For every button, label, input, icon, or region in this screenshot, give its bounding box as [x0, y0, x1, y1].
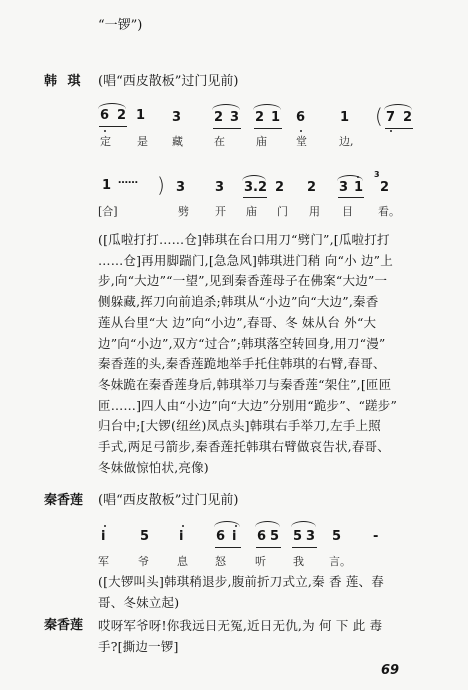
note: 3 — [230, 110, 240, 125]
text-line: 手?[撕边一锣] — [98, 638, 179, 654]
note-dots: …… — [118, 175, 138, 186]
text-line: 哎呀军爷呀!你我远日无冤,近日无仇,为 何 下 此 毒 — [98, 618, 383, 633]
lyric: 军 — [98, 555, 109, 568]
slur — [242, 175, 266, 181]
lyric: 开 — [215, 205, 226, 218]
lyric: 边, — [339, 135, 354, 148]
lyric: [合] — [98, 205, 118, 218]
lyric: 定 — [100, 135, 111, 148]
speaker-name: 韩 琪 — [44, 74, 84, 89]
low-dot — [390, 130, 392, 132]
lyric: 爷 — [138, 555, 149, 568]
note: 2 — [214, 110, 224, 125]
paren-open: ( — [375, 104, 383, 128]
text-line: 莲从台里“大 边”向“小边”,春哥、冬 妹从台 外“大 — [98, 314, 377, 330]
grace-note: 3 — [374, 170, 380, 179]
text-line: 秦香莲的头,秦香莲跪地举手托住韩琪的右臂,春哥、 — [98, 356, 386, 372]
high-dot — [357, 176, 359, 178]
continuation-line: “一锣”) — [98, 18, 143, 33]
note: 2 — [255, 110, 265, 125]
lyric: 是 — [137, 135, 148, 148]
high-dot — [104, 525, 106, 527]
lyric: 听 — [255, 555, 266, 568]
text-line: 匝……]四人由“小边”向“大边”分别用“跪步”、“蹉步” — [98, 397, 398, 413]
beam-line — [338, 197, 364, 198]
high-dot — [182, 525, 184, 527]
note: i — [232, 529, 237, 544]
lyric: 怒 — [215, 555, 226, 568]
note: 2 — [403, 110, 413, 125]
note: 2 — [275, 180, 285, 195]
note: 2 — [380, 180, 390, 195]
lyric: 目 — [342, 205, 353, 218]
note: 3.2 — [244, 180, 268, 195]
beam-line — [215, 547, 241, 548]
slur — [337, 175, 363, 181]
note: 6 — [100, 108, 110, 123]
beam-line — [243, 197, 267, 198]
note: 3 — [172, 110, 182, 125]
text-line: ([大锣叫头]韩琪稍退步,腹前折刀式立,秦 香 莲、春 — [98, 574, 384, 589]
lyric: 堂 — [296, 135, 307, 148]
lyric: 藏 — [172, 135, 183, 148]
paren-close: ) — [157, 173, 165, 197]
note: 6 — [257, 529, 267, 544]
beam-line — [213, 128, 241, 129]
beam-line — [385, 128, 413, 129]
lyric: 庙 — [256, 135, 267, 148]
note: 1 — [102, 178, 112, 193]
stage-direction-paragraph — [98, 572, 416, 613]
lyric: 用 — [309, 205, 320, 218]
beam-line — [99, 126, 127, 127]
lyric: 在 — [214, 135, 225, 148]
stage-direction-paragraph — [98, 230, 416, 478]
lyric: 看。 — [378, 205, 400, 218]
slur — [384, 104, 412, 110]
text-line: 手式,两足弓箭步,秦香莲托韩琪右臂做哀告状,春哥、 — [98, 439, 390, 455]
dialogue-paragraph — [98, 616, 416, 657]
lyric: 言。 — [329, 555, 351, 568]
note: 1 — [354, 180, 364, 195]
note: 5 — [140, 529, 150, 544]
text-line: 边”向“小边”,双方“过合”;韩琪落空转回身,用刀“漫” — [98, 335, 386, 351]
stage-direction: (唱“西皮散板”过门见前) — [98, 493, 239, 508]
lyric: 我 — [293, 555, 304, 568]
slur — [98, 103, 126, 109]
note: 3 — [176, 180, 186, 195]
text-line: ([瓜啦打打……仓]韩琪在台口用刀“劈门”,[瓜啦打打 — [98, 232, 390, 247]
text-line: 步,向“大边”“一望”,见到秦香莲母子在佛案“大边”一 — [98, 273, 388, 289]
note: 1 — [340, 110, 350, 125]
note-dash: - — [373, 529, 379, 544]
slur — [291, 521, 316, 527]
note: 3 — [339, 180, 349, 195]
slur — [255, 521, 280, 527]
note: 6 — [216, 529, 226, 544]
note: 5 — [293, 529, 303, 544]
lyric: 庙 — [246, 205, 257, 218]
note: i — [179, 529, 184, 544]
slur — [214, 521, 240, 527]
text-line: 哥、冬妹立起) — [98, 594, 180, 610]
low-dot — [104, 130, 106, 132]
speaker-name: 秦香莲 — [44, 618, 84, 633]
note: 5 — [332, 529, 342, 544]
note: 3 — [215, 180, 225, 195]
beam-line — [254, 128, 282, 129]
note: i — [101, 529, 106, 544]
low-dot — [300, 130, 302, 132]
text-line: 归台中;[大锣(纽丝)凤点头]韩琪右手举刀,左手上照 — [98, 418, 381, 434]
note: 2 — [307, 180, 317, 195]
slur — [212, 104, 240, 110]
note: 6 — [296, 110, 306, 125]
note: 1 — [136, 108, 146, 123]
stage-direction: (唱“西皮散板”过门见前) — [98, 74, 239, 89]
note: 7 — [386, 110, 396, 125]
page-number: 69 — [381, 663, 400, 678]
speaker-name: 秦香莲 — [44, 493, 84, 508]
text-line: 侧躲藏,挥刀向前追杀;韩琪从“小边”向“大边”,秦香 — [98, 294, 379, 310]
slur — [253, 104, 281, 110]
note: 2 — [117, 108, 127, 123]
beam-line — [256, 547, 281, 548]
beam-line — [292, 547, 317, 548]
lyric: 劈 — [178, 205, 189, 218]
note: 1 — [271, 110, 281, 125]
text-line: ……仓]再用脚踹门,[急急风]韩琪进门稍 向“小 边”上 — [98, 252, 393, 268]
text-line: 冬妹做惊怕状,亮像) — [98, 459, 209, 475]
text-line: 冬妹跪在秦香莲身后,韩琪举刀与秦香莲“架住”,[匝匝 — [98, 376, 392, 392]
note: 3 — [306, 529, 316, 544]
lyric: 门 — [277, 205, 288, 218]
lyric: 息 — [177, 555, 188, 568]
note: 5 — [270, 529, 280, 544]
